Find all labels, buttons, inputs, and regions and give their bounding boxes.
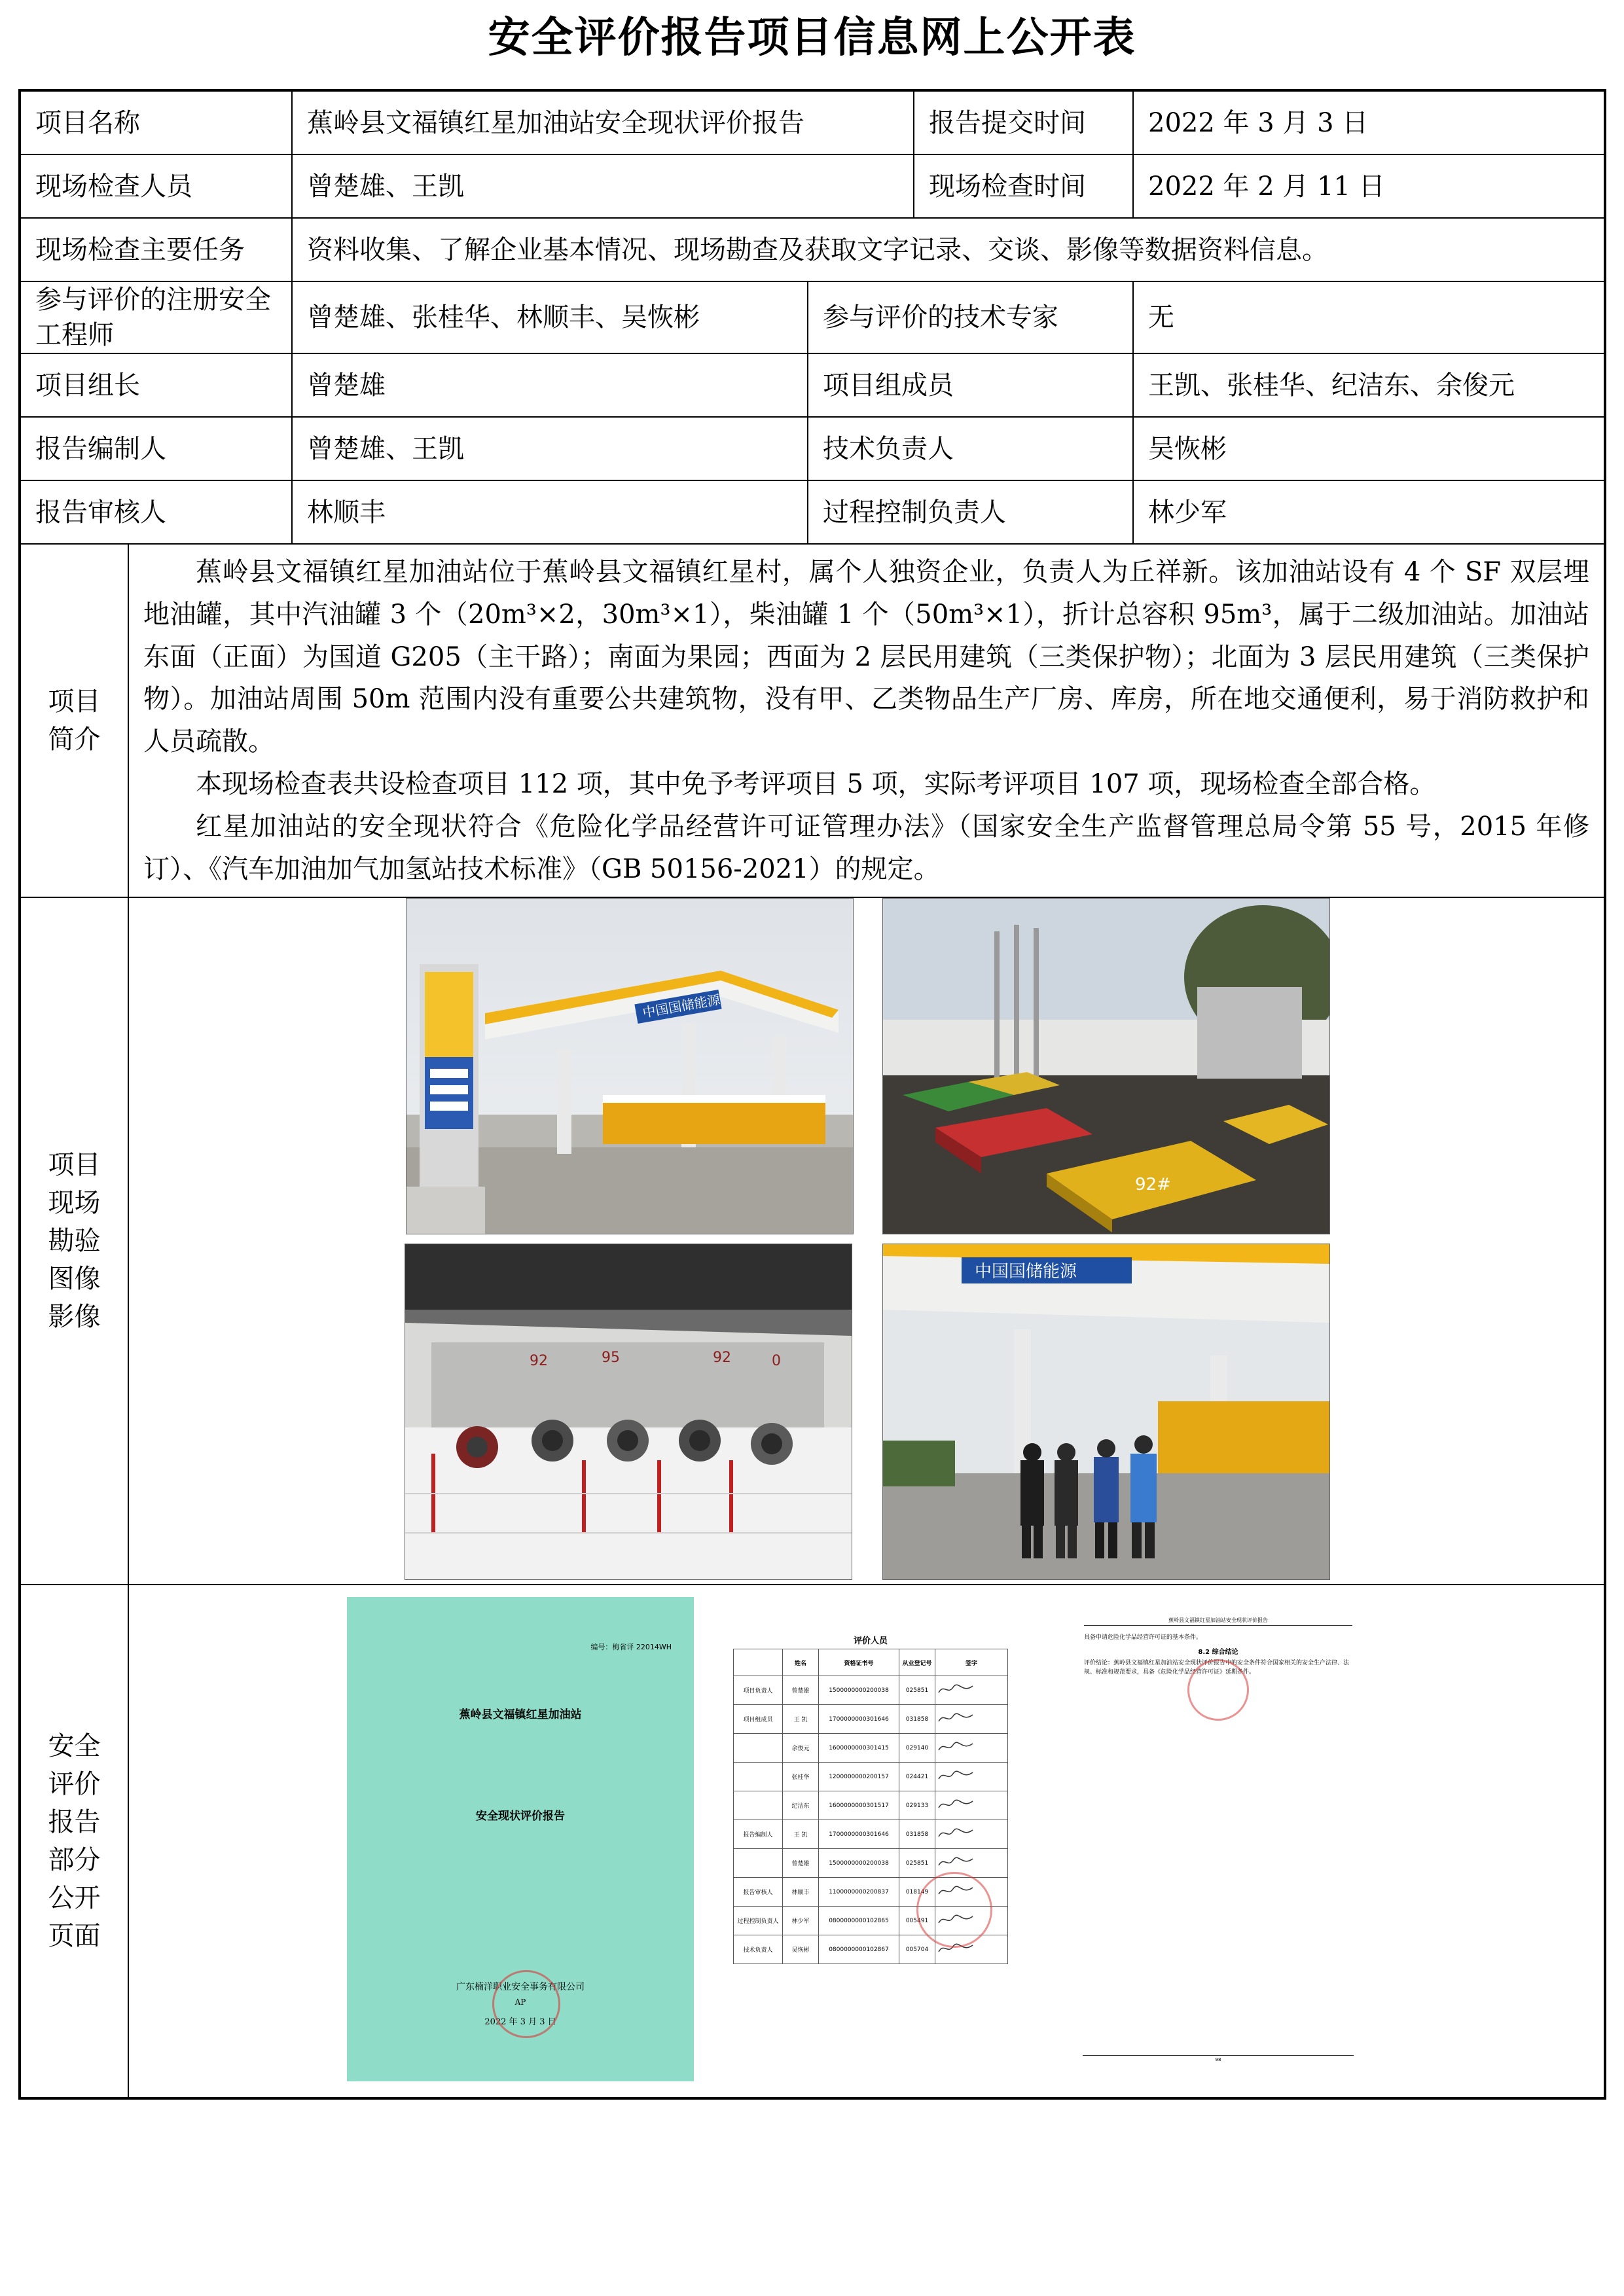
signature-mark	[936, 1682, 975, 1696]
personnel-row	[734, 1849, 1008, 1878]
members-label: 项目组成员	[808, 353, 1133, 417]
personnel-cell-reg: 025851	[899, 1676, 935, 1705]
inspect-time-value: 2022 年 2 月 11 日	[1133, 154, 1605, 218]
personnel-cell-reg: 029140	[899, 1734, 935, 1763]
process-lead-value: 林少军	[1133, 480, 1605, 544]
row-reviewer	[20, 480, 1605, 544]
signature-mark	[936, 1797, 975, 1812]
canopy-text-2: 中国国储能源	[975, 1262, 1077, 1282]
signature-cell	[935, 1734, 1008, 1763]
personnel-header-row	[734, 1649, 1008, 1676]
leader-label: 项目组长	[20, 353, 292, 417]
intro-paragraph-3: 红星加油站的安全现状符合《危险化学品经营许可证管理办法》（国家安全生产监督管理总局令第 55 号，2015 年修订）、《汽车加油加气加氢站技术标准》（GB 50156-2021）的规定。	[143, 811, 1589, 884]
intro-paragraph-2: 本现场检查表共设检查项目 112 项，其中免予考评项目 5 项，实际考评项目 107 项，现场检查全部合格。	[196, 768, 1436, 799]
personnel-cell-reg: 024421	[899, 1763, 935, 1791]
reviewer-label: 报告审核人	[20, 480, 292, 544]
tank-label: 92#	[1135, 1175, 1171, 1194]
engineers-label: 参与评价的注册安全工程师	[20, 281, 292, 353]
cover-stamp	[492, 1970, 560, 2038]
cover-date: 2022 年 3 月 3 日	[484, 2017, 556, 2027]
signature-cell	[935, 1705, 1008, 1734]
personnel-cell-reg: 018149	[899, 1878, 935, 1907]
signature-mark	[936, 1826, 975, 1840]
personnel-row	[734, 1763, 1008, 1791]
personnel-header: 姓名	[783, 1649, 819, 1676]
photos-area	[128, 897, 1605, 1585]
personnel-title: 评价人员	[853, 1636, 888, 1646]
personnel-cell-role	[734, 1791, 783, 1820]
nozzle-label-2: 95	[602, 1350, 620, 1366]
personnel-cell-cert: 0800000000102865	[819, 1907, 899, 1935]
personnel-row	[734, 1705, 1008, 1734]
inspectors-value: 曾楚雄、王凯	[292, 154, 914, 218]
tech-lead-label: 技术负责人	[808, 417, 1133, 480]
inspectors-label: 现场检查人员	[20, 154, 292, 218]
row-engineers	[20, 281, 1605, 353]
nozzle-label-1: 92	[530, 1353, 548, 1369]
personnel-cell-name: 林少军	[783, 1907, 819, 1935]
row-inspectors	[20, 154, 1605, 218]
personnel-cell-name: 王 凯	[783, 1705, 819, 1734]
cover-issuer: 广东楠洋职业安全事务有限公司	[456, 1982, 585, 1992]
personnel-cell-cert: 1700000000301646	[819, 1820, 899, 1849]
process-lead-label: 过程控制负责人	[808, 480, 1133, 544]
personnel-page	[727, 1630, 1015, 1990]
personnel-cell-cert: 1200000000200157	[819, 1763, 899, 1791]
photo-station-exterior	[406, 898, 854, 1234]
personnel-row	[734, 1820, 1008, 1849]
cover-code: AP	[514, 1998, 526, 2007]
submit-time-label: 报告提交时间	[914, 90, 1133, 154]
cover-company: 蕉岭县文福镇红星加油站	[459, 1708, 582, 1721]
nozzle-label-3: 92	[713, 1350, 731, 1366]
personnel-header: 签字	[935, 1649, 1008, 1676]
personnel-cell-reg: 025851	[899, 1849, 935, 1878]
intro-paragraph-1: 蕉岭县文福镇红星加油站位于蕉岭县文福镇红星村，属个人独资企业，负责人为丘祥新。该加油站设有 4 个 SF 双层埋地油罐，其中汽油罐 3 个（20m³×2，30m³×1），柴油罐 1 个（50m³×1），折计总容积 95m³，属于二级加油站。加油站东面（正面）为国道 G205（主干路）；南面为果园；西面为 2 层民用建筑（三类保护物）；北面为 3 层民用建筑（三类保护物）。加油站周围 50m 范围内没有重要公共建筑物，没有甲、乙类物品生产厂房、库房，所在地交通便利，易于消防救护和人员疏散。	[143, 557, 1589, 757]
personnel-cell-role: 技术负责人	[734, 1935, 783, 1964]
personnel-cell-role: 项目负责人	[734, 1676, 783, 1705]
personnel-cell-role: 报告审核人	[734, 1878, 783, 1907]
signature-mark	[936, 1711, 975, 1725]
signature-cell	[935, 1763, 1008, 1791]
conclusion-page-number: 98	[1215, 2057, 1221, 2062]
conclusion-heading: 8.2 综合结论	[1198, 1649, 1238, 1656]
signature-mark	[936, 1740, 975, 1754]
personnel-cell-reg: 031858	[899, 1820, 935, 1849]
canopy-text-1: 中国国储能源	[641, 991, 722, 1021]
personnel-cell-name: 张桂华	[783, 1763, 819, 1791]
signature-mark	[936, 1768, 975, 1783]
personnel-cell-cert: 1600000000301517	[819, 1791, 899, 1820]
engineers-value: 曾楚雄、张桂华、林顺丰、吴恢彬	[292, 281, 808, 353]
personnel-cell-role: 过程控制负责人	[734, 1907, 783, 1935]
personnel-cell-name: 王 凯	[783, 1820, 819, 1849]
photos-label: 项目现场勘验图像影像	[20, 897, 128, 1585]
row-task	[20, 218, 1605, 281]
compiler-value: 曾楚雄、王凯	[292, 417, 808, 480]
row-project-name	[20, 90, 1605, 154]
personnel-cell-reg: 005704	[899, 1935, 935, 1964]
cover-report-title: 安全现状评价报告	[476, 1810, 565, 1823]
inspect-time-label: 现场检查时间	[914, 154, 1133, 218]
row-compiler	[20, 417, 1605, 480]
personnel-cell-role: 项目组成员	[734, 1705, 783, 1734]
conclusion-footer-rule	[1083, 2055, 1354, 2056]
photo-staff	[882, 1244, 1330, 1580]
leader-value: 曾楚雄	[292, 353, 808, 417]
personnel-stamp	[916, 1872, 992, 1948]
personnel-cell-name: 纪洁东	[783, 1791, 819, 1820]
experts-label: 参与评价的技术专家	[808, 281, 1133, 353]
report-cover-page	[347, 1597, 694, 2081]
page-title: 安全评价报告项目信息网上公开表	[488, 13, 1136, 62]
task-label: 现场检查主要任务	[20, 218, 292, 281]
personnel-cell-cert: 1500000000200038	[819, 1849, 899, 1878]
personnel-cell-role	[734, 1763, 783, 1791]
personnel-cell-cert: 0800000000102867	[819, 1935, 899, 1964]
personnel-cell-cert: 1600000000301415	[819, 1734, 899, 1763]
personnel-cell-role	[734, 1734, 783, 1763]
personnel-cell-name: 曾楚雄	[783, 1849, 819, 1878]
personnel-cell-reg: 031858	[899, 1705, 935, 1734]
personnel-row	[734, 1734, 1008, 1763]
tech-lead-value: 吴恢彬	[1133, 417, 1605, 480]
cover-number: 编号：梅省评 22014WH	[590, 1643, 672, 1651]
nozzle-label-4: 0	[772, 1353, 781, 1369]
personnel-cell-cert: 1500000000200038	[819, 1676, 899, 1705]
personnel-cell-role	[734, 1849, 783, 1878]
personnel-cell-cert: 1700000000301646	[819, 1705, 899, 1734]
signature-cell	[935, 1791, 1008, 1820]
conclusion-text: 评价结论：蕉岭县文福镇红星加油站安全现状评价报告中的安全条件符合国家相关的安全生产法律、法规、标准和规范要求，具备《危险化学品经营许可证》延期条件。	[1084, 1660, 1350, 1676]
personnel-header	[734, 1649, 783, 1676]
conclusion-header: 蕉岭县文福镇红星加油站安全现状评价报告	[1084, 1617, 1352, 1626]
task-value: 资料收集、了解企业基本情况、现场勘查及获取文字记录、交谈、影像等数据资料信息。	[292, 218, 1605, 281]
intro-text	[128, 544, 1605, 897]
compiler-label: 报告编制人	[20, 417, 292, 480]
submit-time-value: 2022 年 3 月 3 日	[1133, 90, 1605, 154]
personnel-cell-name: 吴恢彬	[783, 1935, 819, 1964]
conclusion-stamp	[1187, 1659, 1249, 1721]
intro-label: 项目简介	[20, 544, 128, 897]
public-label: 安全评价报告部分公开页面	[20, 1585, 128, 2098]
personnel-cell-reg: 029133	[899, 1791, 935, 1820]
signature-cell	[935, 1820, 1008, 1849]
personnel-cell-cert: 1100000000200837	[819, 1878, 899, 1907]
signature-mark	[936, 1855, 975, 1869]
project-name-label: 项目名称	[20, 90, 292, 154]
photo-nozzles	[405, 1244, 852, 1580]
members-value: 王凯、张桂华、纪洁东、余俊元	[1133, 353, 1605, 417]
experts-value: 无	[1133, 281, 1605, 353]
personnel-header: 资格证书号	[819, 1649, 899, 1676]
signature-cell	[935, 1676, 1008, 1705]
photo-tank-area	[882, 898, 1330, 1234]
personnel-cell-name: 余俊元	[783, 1734, 819, 1763]
personnel-cell-name: 林顺丰	[783, 1878, 819, 1907]
conclusion-page	[1045, 1597, 1392, 2081]
personnel-header: 从业登记号	[899, 1649, 935, 1676]
row-intro	[20, 544, 1605, 897]
row-leader	[20, 353, 1605, 417]
personnel-cell-reg: 005491	[899, 1907, 935, 1935]
personnel-cell-name: 曾楚雄	[783, 1676, 819, 1705]
project-name-value: 蕉岭县文福镇红星加油站安全现状评价报告	[292, 90, 914, 154]
personnel-row	[734, 1676, 1008, 1705]
personnel-row	[734, 1791, 1008, 1820]
reviewer-value: 林顺丰	[292, 480, 808, 544]
personnel-cell-role: 报告编制人	[734, 1820, 783, 1849]
conclusion-line1: 具备申请危险化学品经营许可证的基本条件。	[1084, 1634, 1202, 1641]
